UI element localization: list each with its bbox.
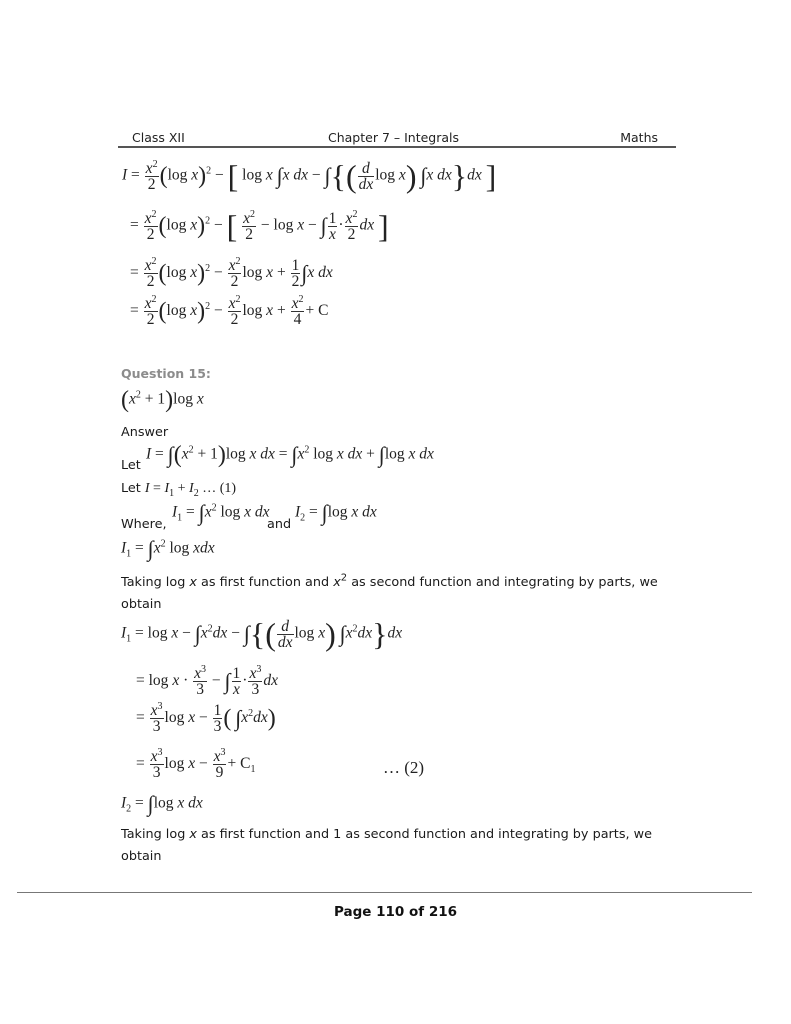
- para1-text-c: as second function and integrating by parts, we: [347, 575, 658, 590]
- page-header: [120, 130, 676, 147]
- let-label: Let: [121, 458, 141, 473]
- equation-line-1: I = $\frac{x^2}{2}$ (log x)$^2$ − [ log x ∫x dx − ∫{( $\frac{d}{dx}$ log x) ∫x dx}dx ]: [122, 158, 497, 194]
- where-label: Where,: [121, 517, 167, 532]
- answer-label: Answer: [121, 425, 169, 440]
- equation-tag-2: … (2): [383, 758, 425, 777]
- let-equation: $I = \int(x^2 + 1)\log$ x dx = $\int x^2$ log x dx + ∫log x dx: [146, 442, 434, 468]
- paragraph-2: [121, 824, 681, 868]
- let-sum-line: Let $I = I_1 + I_2$ … (1): [121, 481, 237, 499]
- para1-var-x2: x: [333, 575, 341, 590]
- i1-step-4: = $\frac{x^3}{3}$ log x − $\frac{x^3}{9}$ + $C_1$: [136, 746, 256, 781]
- header-class: Class XII: [132, 130, 185, 145]
- para2-text-a: Taking log: [121, 827, 190, 842]
- footer-divider: [17, 892, 752, 893]
- i1-step-1: $I_1 = \log x - \int x^2dx$ − ∫{( $\frac{d}{dx}$ log x) $\int x^2dx\}dx$: [121, 616, 403, 652]
- let-sum-prefix: Let: [121, 481, 145, 496]
- question-title: Question 15:: [121, 366, 211, 381]
- i2-definition: $I_2 = \int\log$ x dx: [295, 500, 377, 525]
- header-chapter: Chapter 7 – Integrals: [328, 130, 460, 145]
- para1-exponent: 2: [340, 572, 348, 584]
- para2-text-b: as first function and 1 as second function and integrating by parts, we: [196, 827, 652, 842]
- i1-step-2: = log x · $\frac{x^3}{3}$ − ∫ $\frac{1}{x}$ · $\frac{x^3}{3}$ dx: [136, 663, 278, 698]
- and-label: and: [267, 517, 292, 532]
- para1-text-b: as first function and: [196, 575, 334, 590]
- header-subject: Maths: [620, 130, 658, 145]
- para2-var-x: x: [189, 827, 197, 842]
- para1-text-d: obtain: [121, 597, 162, 612]
- equation-line-4: = $\frac{x^2}{2}$ (log x)$^2$ − $\frac{x^2}{2}$ log x + $\frac{x^2}{4}$ + C: [130, 293, 329, 328]
- para1-var-x: x: [189, 575, 197, 590]
- i1-restate: $I_1 = \int x^2$ log xdx: [121, 536, 215, 561]
- i1-definition: $I_1 = \int x^2$ log x dx: [172, 500, 270, 525]
- para1-text-a: Taking log: [121, 575, 190, 590]
- i1-step-3: = $\frac{x^3}{3}$ log x − $\frac{1}{3}$ ( $\int x^2dx$): [136, 700, 276, 735]
- para2-text-c: obtain: [121, 849, 162, 864]
- page-number: Page 110 of 216: [333, 904, 458, 920]
- question-expression: $(x^2 + 1)\log$ x: [121, 387, 204, 413]
- paragraph-1: [121, 572, 681, 616]
- header-divider: [118, 146, 676, 148]
- equation-line-3: = $\frac{x^2}{2}$ (log x)$^2$ − $\frac{x^2}{2}$ log x + $\frac{1}{2}$ ∫x dx: [130, 255, 333, 290]
- equation-line-2: = $\frac{x^2}{2}$ (log x)$^2$ − [ $\frac{x^2}{2}$ − log x − ∫ $\frac{1}{x}$ · $\frac{x^2}{2}$ dx ]: [130, 208, 389, 244]
- i2-restate: $I_2 = \int\log$ x dx: [121, 791, 203, 816]
